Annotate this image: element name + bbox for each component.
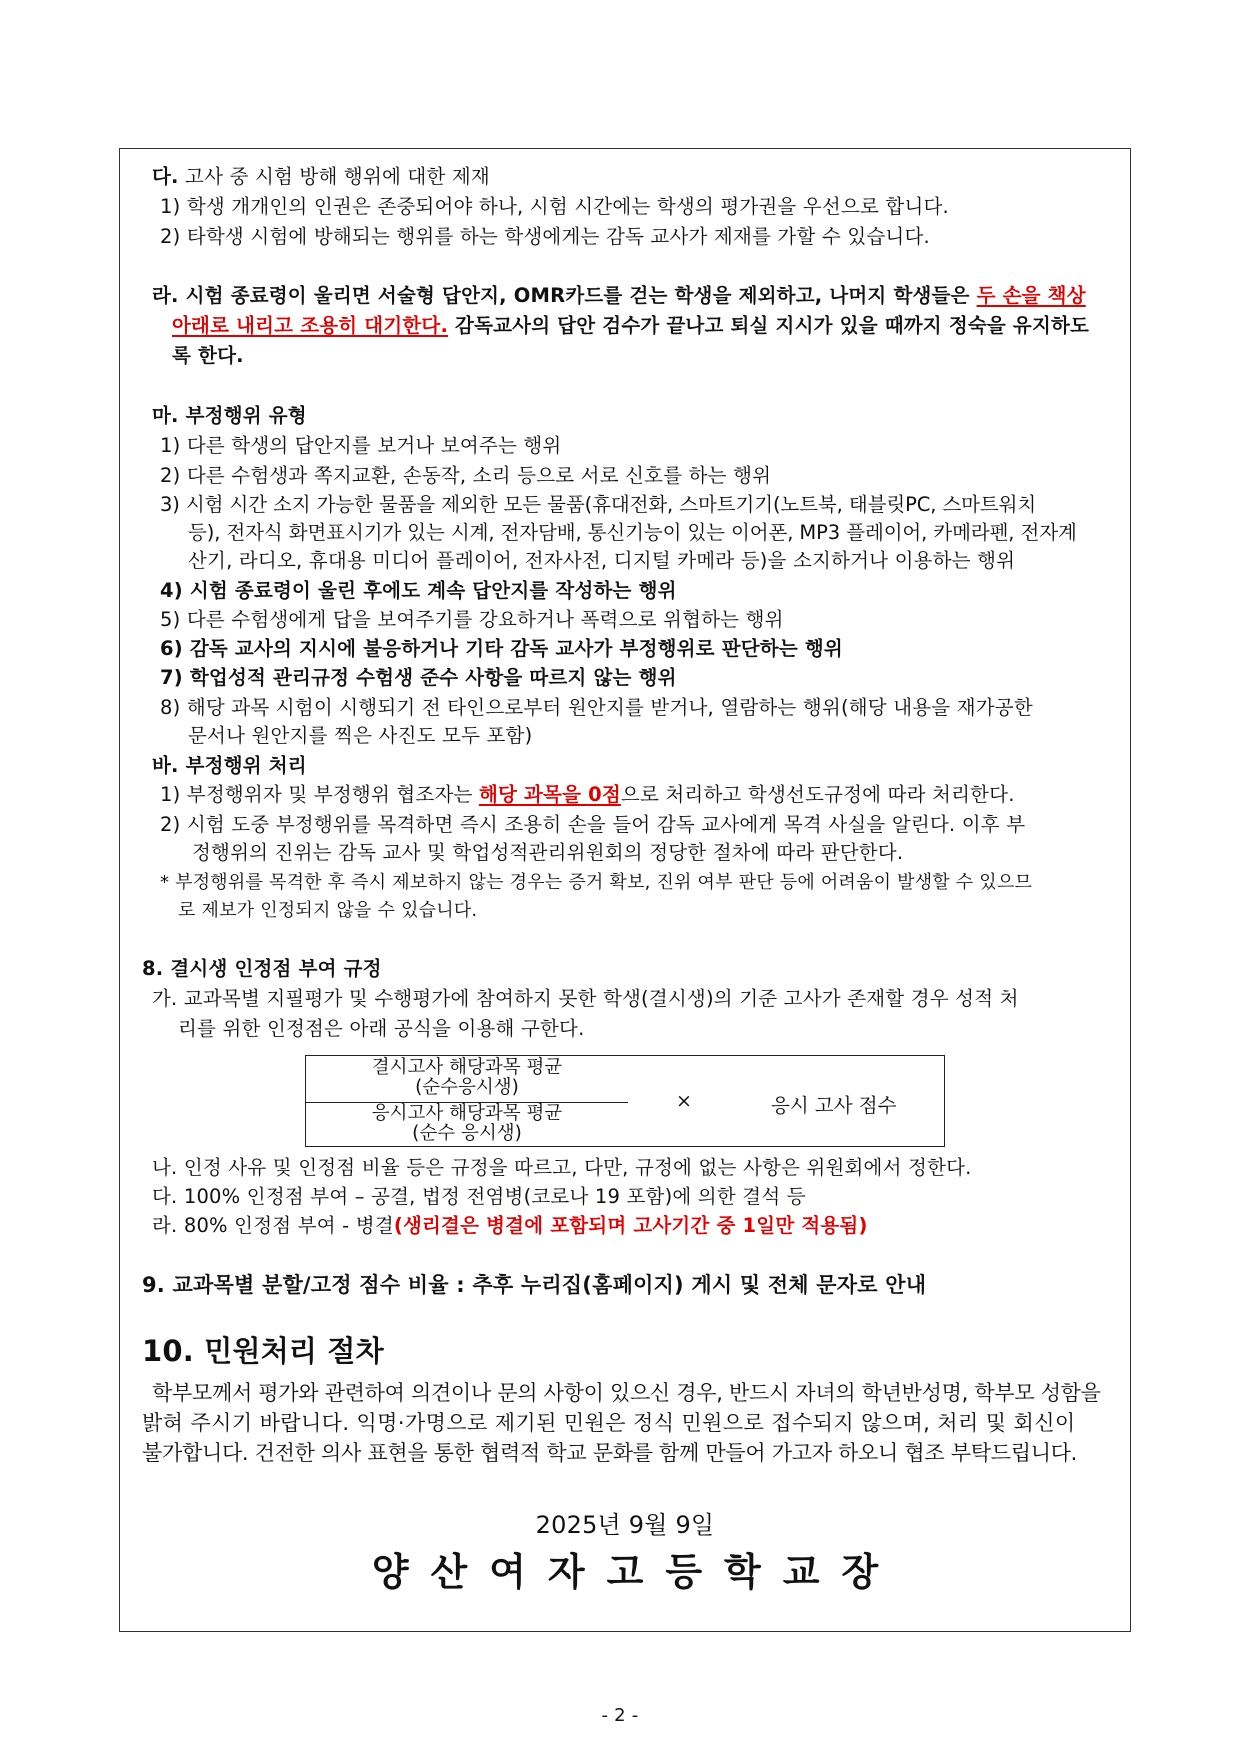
section-10-title: 10. 민원처리 절차 bbox=[142, 1334, 384, 1368]
section-ba-item-1: 1) 부정행위자 및 부정행위 협조자는 해당 과목을 0점으로 처리하고 학생선도규정에 따라 처리한다. bbox=[160, 783, 1015, 806]
section-ma-item: 2) 다른 수험생과 쪽지교환, 손동작, 소리 등으로 서로 신호를 하는 행위 bbox=[160, 464, 772, 487]
section-ra-line-3: 록 한다. bbox=[172, 344, 244, 367]
section-ma-item-cont: 문서나 원안지를 찍은 사진도 모두 포함) bbox=[188, 724, 533, 747]
formula-denominator: 응시고사 해당과목 평균 (순수 응시생) bbox=[371, 1103, 563, 1144]
section-ba-note: * 부정행위를 목격한 후 즉시 제보하지 않는 경우는 증거 확보, 진위 여부 판단 등에 어려움이 발생할 수 있으므 bbox=[160, 872, 1033, 893]
section-ba-item-2-cont: 정행위의 진위는 감독 교사 및 학업성적관리위원회의 정당한 절차에 따라 판단한다. bbox=[192, 841, 904, 864]
formula-box bbox=[305, 1055, 945, 1147]
section-ma-item-cont: 등), 전자식 화면표시기가 있는 시계, 전자담배, 통신기능이 있는 이어폰, MP3 플레이어, 카메라펜, 전자계 bbox=[188, 521, 1077, 544]
section-ma-item: 1) 다른 학생의 답안지를 보거나 보여주는 행위 bbox=[160, 434, 562, 457]
section-da-item-2: 2) 타학생 시험에 방해되는 행위를 하는 학생에게는 감독 교사가 제재를 가할 수 있습니다. bbox=[160, 225, 930, 248]
document-date: 2025년 9월 9일 bbox=[535, 1511, 715, 1539]
section-9-title: 9. 교과목별 분할/고정 점수 비율 : 추후 누리집(홈페이지) 게시 및 전체 문자로 안내 bbox=[142, 1273, 927, 1297]
section-da-item-1: 1) 학생 개개인의 인권은 존중되어야 하나, 시험 시간에는 학생의 평가권을 우선으로 합니다. bbox=[160, 195, 949, 218]
section-10-paragraph-line: 밝혀 주시기 바랍니다. 익명·가명으로 제기된 민원은 정식 민원으로 접수되지 않으며, 처리 및 회신이 bbox=[142, 1411, 1076, 1435]
formula-exam-score: 응시 고사 점수 bbox=[771, 1094, 897, 1117]
section-da-title: 다. 고사 중 시험 방해 행위에 대한 제재 bbox=[152, 165, 490, 188]
red-emphasis: (생리결은 병결에 포함되며 고사기간 중 1일만 적용됨) bbox=[393, 1214, 868, 1237]
section-ma-item-cont: 산기, 라디오, 휴대용 미디어 플레이어, 전자사전, 디지털 카메라 등)을 소지하거나 이용하는 행위 bbox=[188, 549, 1016, 572]
section-ra-line-1: 라. 시험 종료령이 울리면 서술형 답안지, OMR카드를 걷는 학생을 제외하고, 나머지 학생들은 두 손을 책상 bbox=[152, 284, 1086, 307]
section-ma-item: 3) 시험 시간 소지 가능한 물품을 제외한 모든 물품(휴대전화, 스마트기기(노트북, 태블릿PC, 스마트워치 bbox=[160, 493, 1037, 516]
section-ba-title: 바. 부정행위 처리 bbox=[152, 754, 307, 777]
section-ba-item-2: 2) 시험 도중 부정행위를 목격하면 즉시 조용히 손을 들어 감독 교사에게 목격 사실을 알린다. 이후 부 bbox=[160, 813, 1026, 836]
section-ma-title: 마. 부정행위 유형 bbox=[152, 404, 307, 427]
section-8-title: 8. 결시생 인정점 부여 규정 bbox=[142, 957, 382, 980]
principal-signature: 양산여자고등학교장 bbox=[371, 1549, 901, 1594]
red-emphasis: 두 손을 책상 bbox=[976, 284, 1086, 307]
section-8-na: 나. 인정 사유 및 인정점 비율 등은 규정을 따르고, 다만, 규정에 없는 사항은 위원회에서 정한다. bbox=[152, 1156, 972, 1179]
red-emphasis: 해당 과목을 0점 bbox=[478, 783, 621, 806]
section-ra-line-2: 아래로 내리고 조용히 대기한다. 감독교사의 답안 검수가 끝나고 퇴실 지시가 있을 때까지 정숙을 유지하도 bbox=[172, 314, 1090, 337]
section-8-ra: 라. 80% 인정점 부여 - 병결(생리결은 병결에 포함되며 고사기간 중 1일만 적용됨) bbox=[152, 1214, 868, 1237]
section-ba-note-cont: 로 제보가 인정되지 않을 수 있습니다. bbox=[178, 900, 478, 921]
formula-numerator: 결시고사 해당과목 평균 (순수응시생) bbox=[371, 1057, 563, 1098]
section-10-paragraph-line: 불가합니다. 건전한 의사 표현을 통한 협력적 학교 문화를 함께 만들어 가고자 하오니 협조 부탁드립니다. bbox=[142, 1441, 1078, 1465]
section-8-da: 다. 100% 인정점 부여 – 공결, 법정 전염병(코로나 19 포함)에 의한 결석 등 bbox=[152, 1185, 806, 1208]
multiply-sign: × bbox=[676, 1090, 692, 1112]
section-ma-item: 6) 감독 교사의 지시에 불응하거나 기타 감독 교사가 부정행위로 판단하는 행위 bbox=[160, 637, 843, 660]
section-8-ga-cont: 리를 위한 인정점은 아래 공식을 이용해 구한다. bbox=[178, 1017, 585, 1040]
page-number: - 2 - bbox=[601, 1705, 639, 1726]
section-ma-item: 4) 시험 종료령이 울린 후에도 계속 답안지를 작성하는 행위 bbox=[160, 579, 677, 602]
section-10-paragraph-line: 학부모께서 평가와 관련하여 의견이나 문의 사항이 있으신 경우, 반드시 자녀의 학년반성명, 학부모 성함을 bbox=[152, 1381, 1101, 1405]
section-ma-item: 7) 학업성적 관리규정 수험생 준수 사항을 따르지 않는 행위 bbox=[160, 666, 677, 689]
section-ma-item: 8) 해당 과목 시험이 시행되기 전 타인으로부터 원안지를 받거나, 열람하는 행위(해당 내용을 재가공한 bbox=[160, 696, 1033, 719]
red-emphasis: 아래로 내리고 조용히 대기한다. bbox=[172, 314, 449, 337]
document-frame bbox=[119, 148, 1131, 1632]
section-8-ga: 가. 교과목별 지필평가 및 수행평가에 참여하지 못한 학생(결시생)의 기준 고사가 존재할 경우 성적 처 bbox=[152, 987, 1019, 1010]
section-ma-item: 5) 다른 수험생에게 답을 보여주기를 강요하거나 폭력으로 위협하는 행위 bbox=[160, 608, 784, 631]
